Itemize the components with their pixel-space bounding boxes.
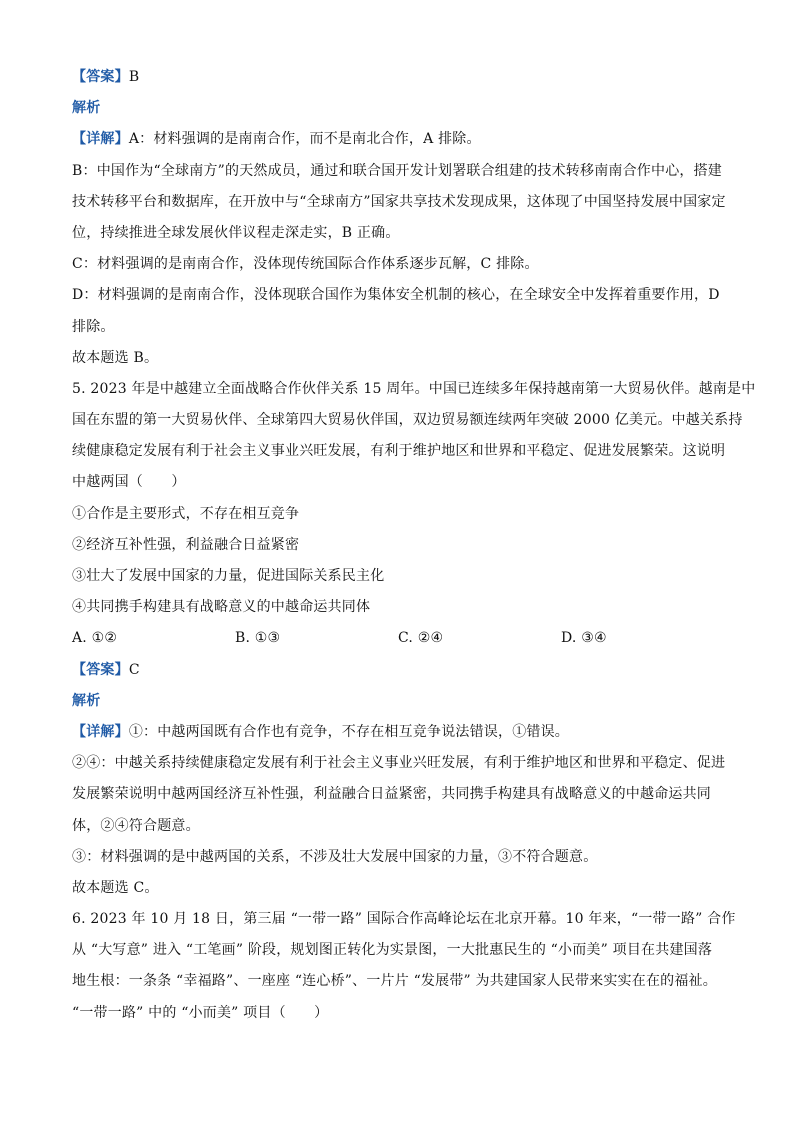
detail-text: A：材料强调的是南南合作，而不是南北合作，A 排除。 bbox=[128, 131, 481, 148]
answer-value: B bbox=[128, 69, 140, 85]
option-d: D. ③④ bbox=[561, 630, 607, 647]
detail-tag: 【详解】 bbox=[72, 723, 129, 740]
q4-text-line: 位，持续推进全球发展伙伴议程走深走实，B 正确。 bbox=[72, 224, 400, 241]
q6-stem-line: 从 “大写意” 进入 “工笔画” 阶段，规划图正转化为实景图，一大批惠民生的 “小而美” 项目在共建国落 bbox=[72, 942, 713, 959]
q4-analysis-line bbox=[72, 93, 724, 124]
q5-item: ④共同携手构建具有战略意义的中越命运共同体 bbox=[72, 599, 371, 616]
q5-item: ①合作是主要形式，不存在相互竞争 bbox=[72, 505, 300, 522]
analysis-tag: 解析 bbox=[72, 692, 101, 709]
q4-text-line: D：材料强调的是南南合作，没体现联合国作为集体安全机制的核心，在全球安全中发挥着重要作用，D bbox=[72, 287, 720, 304]
q5-analysis-line bbox=[72, 686, 724, 717]
q4-detail-line bbox=[72, 124, 724, 155]
q4-answer-line bbox=[72, 62, 724, 93]
q4-text-line: B：中国作为“全球南方”的天然成员，通过和联合国开发计划署联合组建的技术转移南南合作中心，搭建 bbox=[72, 162, 722, 179]
q5-text-line: ③：材料强调的是中越两国的关系，不涉及壮大发展中国家的力量，③不符合题意。 bbox=[72, 848, 598, 865]
q5-stem-line: 中越两国（ ） bbox=[72, 474, 186, 491]
option-c: C. ②④ bbox=[398, 630, 444, 647]
option-a: A. ①② bbox=[72, 630, 118, 647]
q5-stem-line: 5. 2023 年是中越建立全面战略合作伙伴关系 15 周年。中国已连续多年保持越南第一大贸易伙伴。越南是中 bbox=[72, 380, 756, 397]
q4-text-line: C：材料强调的是南南合作，没体现传统国际合作体系逐步瓦解，C 排除。 bbox=[72, 256, 539, 273]
detail-text: ①：中越两国既有合作也有竞争，不存在相互竞争说法错误，①错误。 bbox=[128, 723, 570, 740]
option-b: B. ①③ bbox=[235, 630, 281, 647]
q5-options-row bbox=[72, 623, 724, 654]
q5-conclusion: 故本题选 C。 bbox=[72, 879, 159, 896]
q5-text-line: ②④：中越关系持续健康稳定发展有利于社会主义事业兴旺发展，有利于维护地区和世界和平稳定、促进 bbox=[72, 755, 726, 772]
answer-tag: 【答案】 bbox=[72, 661, 129, 678]
q6-stem-line: 地生根：一条条 “幸福路”、一座座 “连心桥”、一片片 “发展带” 为共建国家人民带来实实在在的福祉。 bbox=[72, 973, 717, 990]
q4-text-line: 排除。 bbox=[72, 318, 115, 335]
answer-value: C bbox=[128, 661, 140, 678]
detail-tag: 【详解】 bbox=[72, 131, 129, 148]
analysis-tag: 解析 bbox=[72, 100, 101, 117]
q5-answer-line bbox=[72, 655, 724, 686]
q5-text-line: 发展繁荣说明中越两国经济互补性强，利益融合日益紧密，共同携手构建具有战略意义的中越命运共同 bbox=[72, 786, 711, 803]
q6-stem-line: 6. 2023 年 10 月 18 日，第三届 “一带一路” 国际合作高峰论坛在北京开幕。10 年来，“一带一路” 合作 bbox=[72, 911, 736, 928]
q6-stem-line: “一带一路” 中的 “小而美” 项目（ ） bbox=[72, 1004, 329, 1021]
q4-text-line: 技术转移平台和数据库，在开放中与“全球南方”国家共享技术发现成果，这体现了中国坚持发展中国家定 bbox=[72, 193, 726, 210]
q5-stem-line: 续健康稳定发展有利于社会主义事业兴旺发展，有利于维护地区和世界和平稳定、促进发展繁荣。这说明 bbox=[72, 443, 726, 460]
q5-detail-line bbox=[72, 717, 724, 748]
document-page bbox=[72, 62, 756, 1029]
q5-text-line: 体，②④符合题意。 bbox=[72, 817, 200, 834]
q5-stem-line: 国在东盟的第一大贸易伙伴、全球第四大贸易伙伴国，双边贸易额连续两年突破 2000 亿美元。中越关系持 bbox=[72, 412, 743, 429]
q5-item: ③壮大了发展中国家的力量，促进国际关系民主化 bbox=[72, 568, 385, 584]
q4-conclusion: 故本题选 B。 bbox=[72, 349, 159, 366]
answer-tag: 【答案】 bbox=[72, 69, 129, 85]
q5-item: ②经济互补性强，利益融合日益紧密 bbox=[72, 536, 300, 553]
